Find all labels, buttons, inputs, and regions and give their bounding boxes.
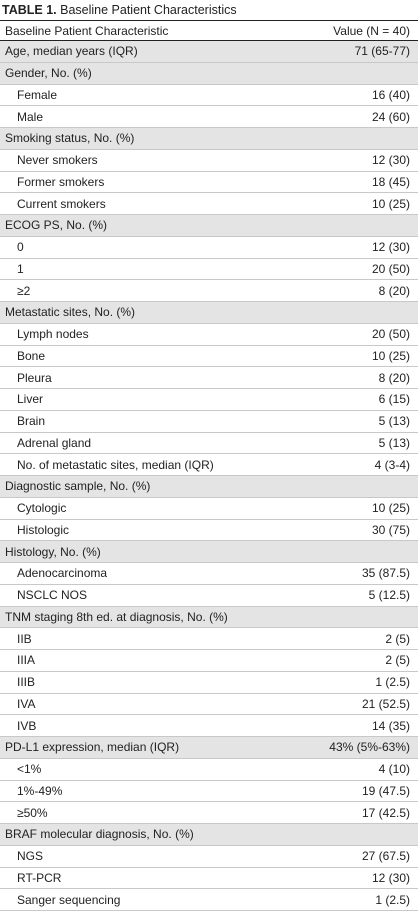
value-text: 8 (20) — [378, 283, 410, 298]
row-value — [300, 410, 418, 432]
row-label: ECOG PS, No. (%) — [0, 215, 300, 237]
table-title: Baseline Patient Characteristics — [60, 3, 237, 17]
row-label: IIB — [0, 628, 300, 650]
row-label: 0 — [0, 236, 300, 258]
table-caption — [0, 0, 419, 20]
row-label: Never smokers — [0, 149, 300, 171]
category-row — [0, 62, 418, 84]
value-text: 4 (3-4) — [374, 457, 410, 472]
table-row — [0, 802, 418, 824]
row-value — [300, 193, 418, 215]
category-row — [0, 215, 418, 237]
value-text: 30 (75) — [371, 522, 410, 537]
row-label: Current smokers — [0, 193, 300, 215]
table-row — [0, 323, 418, 345]
row-value — [300, 519, 418, 541]
row-value — [300, 693, 418, 715]
row-label: Lymph nodes — [0, 323, 300, 345]
value-text: 10 (25) — [371, 348, 410, 363]
table-header-row — [0, 21, 418, 41]
category-row — [0, 476, 418, 498]
category-row — [0, 737, 418, 759]
table-row — [0, 497, 418, 519]
row-label: Sanger sequencing — [0, 889, 300, 911]
row-value — [300, 149, 418, 171]
table-row — [0, 780, 418, 802]
table-body — [0, 41, 418, 911]
row-label: Age, median years (IQR) — [0, 41, 300, 63]
row-value — [300, 171, 418, 193]
table-row — [0, 584, 418, 606]
table-row — [0, 171, 418, 193]
row-value — [300, 128, 418, 150]
row-value — [300, 737, 418, 759]
row-label: BRAF molecular diagnosis, No. (%) — [0, 824, 300, 846]
value-text: 2 (5) — [385, 653, 410, 668]
row-label: IVA — [0, 693, 300, 715]
characteristics-table — [0, 20, 418, 911]
table-row — [0, 758, 418, 780]
value-text: 71 (65-77) — [354, 44, 410, 59]
row-value — [300, 758, 418, 780]
row-label: IIIA — [0, 650, 300, 672]
table-row — [0, 149, 418, 171]
table-row — [0, 84, 418, 106]
row-label: Smoking status, No. (%) — [0, 128, 300, 150]
row-label: Brain — [0, 410, 300, 432]
table-row — [0, 454, 418, 476]
row-label: 1 — [0, 258, 300, 280]
row-value — [300, 889, 418, 911]
table-row — [0, 345, 418, 367]
row-value — [300, 715, 418, 737]
row-value — [300, 323, 418, 345]
table-row — [0, 519, 418, 541]
row-label: Male — [0, 106, 300, 128]
row-value — [300, 541, 418, 563]
table-row — [0, 650, 418, 672]
row-label: Diagnostic sample, No. (%) — [0, 476, 300, 498]
table-row — [0, 193, 418, 215]
row-label: Metastatic sites, No. (%) — [0, 302, 300, 324]
table-row — [0, 889, 418, 911]
row-label: Liver — [0, 389, 300, 411]
row-label: Adenocarcinoma — [0, 563, 300, 585]
value-text: 1 (2.5) — [375, 892, 410, 907]
value-text: 4 (10) — [378, 762, 410, 777]
value-text: 24 (60) — [371, 109, 410, 124]
row-label: Former smokers — [0, 171, 300, 193]
table-row — [0, 671, 418, 693]
value-text: 17 (42.5) — [361, 805, 410, 820]
row-value — [300, 302, 418, 324]
value-text: 12 (30) — [371, 153, 410, 168]
row-label: PD-L1 expression, median (IQR) — [0, 737, 300, 759]
table-row — [0, 867, 418, 889]
category-row — [0, 606, 418, 628]
row-value — [300, 845, 418, 867]
value-text: 18 (45) — [371, 174, 410, 189]
row-value — [300, 84, 418, 106]
row-value — [300, 497, 418, 519]
row-value — [300, 628, 418, 650]
row-value — [300, 432, 418, 454]
value-text: 20 (50) — [371, 261, 410, 276]
value-text: 5 (13) — [378, 435, 410, 450]
table-row — [0, 280, 418, 302]
row-label: Female — [0, 84, 300, 106]
table-row — [0, 432, 418, 454]
row-value — [300, 215, 418, 237]
row-value — [300, 62, 418, 84]
row-value — [300, 650, 418, 672]
row-label: Gender, No. (%) — [0, 62, 300, 84]
table-row — [0, 715, 418, 737]
value-text: 14 (35) — [371, 718, 410, 733]
row-label: Bone — [0, 345, 300, 367]
row-value — [300, 606, 418, 628]
table-row — [0, 628, 418, 650]
table-row — [0, 845, 418, 867]
row-value — [300, 236, 418, 258]
table-row — [0, 106, 418, 128]
row-value — [300, 802, 418, 824]
value-text: 5 (13) — [378, 414, 410, 429]
value-text: 12 (30) — [371, 240, 410, 255]
row-value — [300, 563, 418, 585]
row-label: 1%-49% — [0, 780, 300, 802]
table-row — [0, 693, 418, 715]
row-label: ≥2 — [0, 280, 300, 302]
value-text: 21 (52.5) — [361, 696, 410, 711]
category-row — [0, 302, 418, 324]
table-row — [0, 563, 418, 585]
header-characteristic: Baseline Patient Characteristic — [0, 21, 300, 41]
row-label: Histology, No. (%) — [0, 541, 300, 563]
row-label: Pleura — [0, 367, 300, 389]
value-text: 8 (20) — [378, 370, 410, 385]
category-row — [0, 41, 418, 63]
table-row — [0, 258, 418, 280]
row-value — [300, 824, 418, 846]
value-text: 35 (87.5) — [361, 566, 410, 581]
value-text: 16 (40) — [371, 87, 410, 102]
row-value — [300, 476, 418, 498]
value-text: 2 (5) — [385, 631, 410, 646]
row-value — [300, 367, 418, 389]
value-text: 12 (30) — [371, 870, 410, 885]
category-row — [0, 541, 418, 563]
table-row — [0, 367, 418, 389]
row-label: <1% — [0, 758, 300, 780]
row-label: NGS — [0, 845, 300, 867]
row-label: IVB — [0, 715, 300, 737]
header-value: Value (N = 40) — [300, 21, 418, 41]
row-label: RT-PCR — [0, 867, 300, 889]
value-text: 6 (15) — [378, 392, 410, 407]
table-row — [0, 410, 418, 432]
value-text: 10 (25) — [371, 196, 410, 211]
row-label: No. of metastatic sites, median (IQR) — [0, 454, 300, 476]
value-text: 43% (5%-63%) — [329, 740, 410, 755]
row-label: NSCLC NOS — [0, 584, 300, 606]
row-label: TNM staging 8th ed. at diagnosis, No. (%) — [0, 606, 300, 628]
value-text: 27 (67.5) — [361, 849, 410, 864]
row-value — [300, 389, 418, 411]
row-value — [300, 41, 418, 63]
row-value — [300, 258, 418, 280]
row-value — [300, 454, 418, 476]
row-value — [300, 867, 418, 889]
value-text: 19 (47.5) — [361, 783, 410, 798]
row-label: Cytologic — [0, 497, 300, 519]
row-value — [300, 280, 418, 302]
category-row — [0, 128, 418, 150]
table-row — [0, 389, 418, 411]
row-value — [300, 106, 418, 128]
value-text: 20 (50) — [371, 327, 410, 342]
row-value — [300, 345, 418, 367]
value-text: 5 (12.5) — [368, 588, 410, 603]
row-label: Adrenal gland — [0, 432, 300, 454]
value-text: 1 (2.5) — [375, 675, 410, 690]
table-row — [0, 236, 418, 258]
value-text: 10 (25) — [371, 501, 410, 516]
row-label: ≥50% — [0, 802, 300, 824]
row-value — [300, 671, 418, 693]
row-value — [300, 584, 418, 606]
row-label: Histologic — [0, 519, 300, 541]
category-row — [0, 824, 418, 846]
table-number: TABLE 1. — [2, 3, 57, 17]
row-label: IIIB — [0, 671, 300, 693]
row-value — [300, 780, 418, 802]
